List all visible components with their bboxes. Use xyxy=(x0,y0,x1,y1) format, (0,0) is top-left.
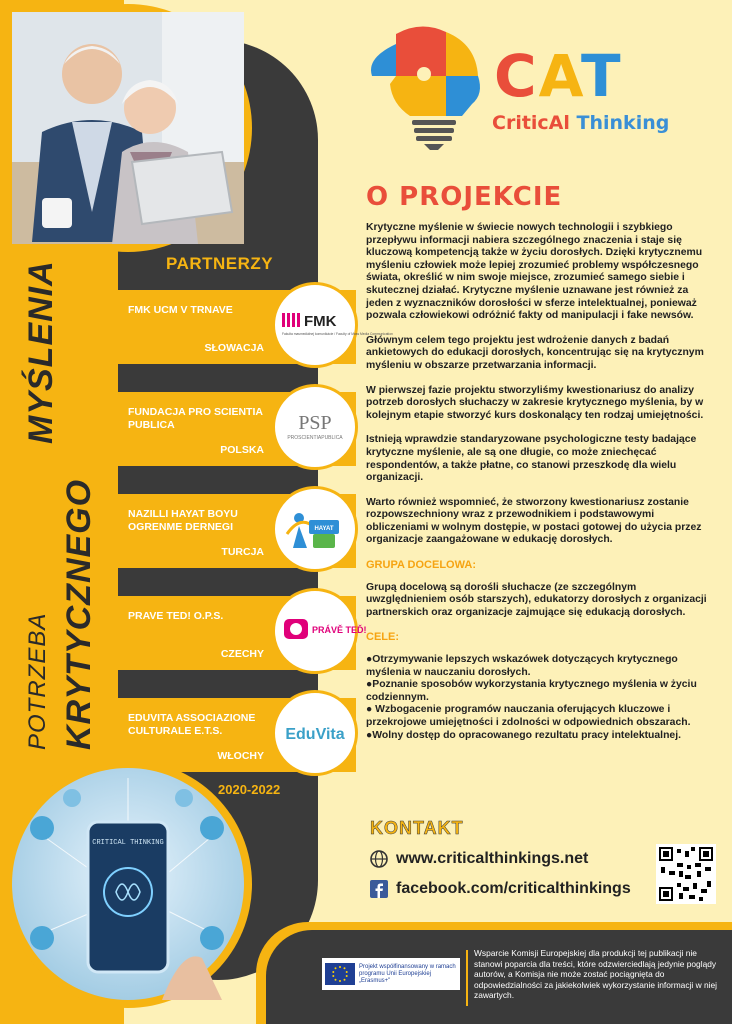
partner-name: FMK UCM V TRNAVE xyxy=(128,304,233,316)
eu-flag-icon xyxy=(325,963,355,985)
cat-subtitle xyxy=(492,112,669,134)
partner-country: SŁOWACJA xyxy=(204,342,264,354)
partner-prave-ted xyxy=(118,596,367,670)
about-paragraph: Istnieją wprawdzie standaryzowane psychologiczne testy badające krytyczne myślenie, ale są one długie, co może zniechęcać respondentów, a także płatne, co stanowi przeszkodę dla wielu organizacji. xyxy=(366,434,697,484)
psp-logo xyxy=(272,384,358,470)
website-row[interactable] xyxy=(370,850,588,868)
nazilli-logo xyxy=(272,486,358,572)
partner-nazilli xyxy=(118,494,356,568)
partner-name: EDUVITA ASSOCIAZIONE CULTURALE E.T.S. xyxy=(128,712,256,737)
target-group-heading: GRUPA DOCELOWA: xyxy=(366,559,476,572)
phone-photo xyxy=(4,760,252,1008)
vertical-title-line3: MYŚLENIA xyxy=(22,260,60,444)
fmk-logo xyxy=(272,282,393,368)
partner-country: POLSKA xyxy=(220,444,264,456)
fmk-logo-mark xyxy=(280,305,393,345)
prave-ted-logo-mark xyxy=(280,611,367,651)
psp-logo-subtext: PROSCIENTIAPUBLICA xyxy=(287,435,343,441)
partner-fmk xyxy=(118,290,393,364)
goal-item: ●Poznanie sposobów wykorzystania krytycznego myślenia w życiu codziennym. xyxy=(366,679,697,703)
cat-wordmark xyxy=(494,42,623,110)
cat-subtitle-part2: Thinking xyxy=(576,112,670,134)
footer-disclaimer: Wsparcie Komisji Europejskiej dla produkcji tej publikacji nie stanowi poparcia dla treści, które odzwierciedlają jedynie poglądy autorów, a Komisja nie może zostać pociągnięta do odpowiedzialności za jakiekolwiek wykorzystanie informacji w niej zawartych. xyxy=(474,948,717,1001)
nazilli-logo-mark xyxy=(285,504,345,554)
qr-code-mark xyxy=(659,847,713,901)
goals-heading: CELE: xyxy=(366,631,399,644)
partner-country: TURCJA xyxy=(221,546,264,558)
prave-ted-logo xyxy=(272,588,367,674)
phone-screen-text: CRITICAL THINKING xyxy=(92,839,164,847)
goal-item: ●Otrzymywanie lepszych wskazówek dotyczących krytycznego myślenia w nauczaniu dorosłych. xyxy=(366,654,678,678)
about-paragraph: Warto również wspomnieć, że stworzony kwestionariusz zostanie rozpowszechniony wraz z przewodnikiem i podstawowymi obliczeniami w wolnym dostępie, w postaci gotowej do użycia przez organizacje zaangażowane w edukację dorosłych. xyxy=(366,496,702,546)
vertical-title-line2: KRYTYCZNEGO xyxy=(60,478,98,750)
facebook-icon xyxy=(370,880,388,898)
eduvita-logo-mark xyxy=(278,718,352,748)
phone-illustration xyxy=(12,768,244,1000)
puzzle-head-icon xyxy=(366,24,492,154)
facebook-row[interactable] xyxy=(370,880,631,898)
qr-code xyxy=(656,844,716,904)
partner-name: FUNDACJA PRO SCIENTIA PUBLICA xyxy=(128,406,263,431)
partner-psp xyxy=(118,392,356,466)
partner-country: CZECHY xyxy=(220,648,264,660)
partners-heading: PARTNERZY xyxy=(166,254,274,273)
fmk-logo-text: FMK xyxy=(304,313,337,330)
partner-eduvita xyxy=(118,698,356,772)
about-title: O PROJEKCIE xyxy=(366,182,563,212)
psp-logo-text: PSP xyxy=(298,412,332,434)
cat-letter-t: T xyxy=(580,42,623,110)
goal-item: ●Wolny dostęp do opracowanego rezultatu pracy intelektualnej. xyxy=(366,729,681,741)
partner-name: PRAVE TED! O.P.S. xyxy=(128,610,224,622)
about-paragraph: Głównym celem tego projektu jest wdrożenie danych z badań ankietowych do edukacji dorosłych, koncentrując się na krytycznym myśleniu w obszarze przetwarzania informacji. xyxy=(366,334,704,371)
footer-divider xyxy=(466,950,468,1006)
seniors-illustration xyxy=(12,12,244,244)
globe-icon xyxy=(370,850,388,868)
about-paragraph: Krytyczne myślenie w świecie nowych technologii i szybkiego przepływu informacji nabiera szczególnego znaczenia i staje się kluczową kompetencją także w życiu dorosłych. Dzięki krytycznemu myśleniu człowiek może lepiej zrozumieć problemy współczesnego świata, określić w nim swoje miejsce, zrozumieć samego siebie i skutecznej działać. Krytyczne myślenie uznawane jest również za jeden z wyznaczników dorosłości w sferze intelektualnej, ponieważ pozwala człowiekowi odróżnić fakty od manipulacji i fake newsów. xyxy=(366,222,703,322)
about-paragraph: W pierwszej fazie projektu stworzyliśmy kwestionariusz do analizy potrzeb dorosłych słuchaczy w zakresie krytycznego myślenia, by w kolejnym etapie stworzyć kurs doskonalący ten rodzaj umiejętności. xyxy=(366,384,704,421)
vertical-title xyxy=(2,220,120,780)
psp-logo-mark xyxy=(280,405,350,449)
contact-heading: KONTAKT xyxy=(370,818,464,838)
erasmus-badge xyxy=(322,958,460,990)
seniors-photo xyxy=(4,4,252,252)
cat-subtitle-part1: CriticAl xyxy=(492,112,570,134)
erasmus-text: Projekt współfinansowany w ramach programu Unii Europejskiej „Erasmus+" xyxy=(359,963,456,984)
facebook-link[interactable]: facebook.com/criticalthinkings xyxy=(396,880,631,897)
project-years: 2020-2022 xyxy=(218,782,281,797)
partner-country: WŁOCHY xyxy=(217,750,264,762)
cat-logo xyxy=(366,24,696,154)
website-link[interactable]: www.criticalthinkings.net xyxy=(396,850,589,867)
eduvita-logo-text: EduVita xyxy=(285,726,345,743)
vertical-title-line1: POTRZEBA xyxy=(24,612,51,750)
cat-letter-c: C xyxy=(494,42,539,110)
nazilli-logo-text: HAYAT xyxy=(314,526,334,532)
target-group-text: Grupą docelową są dorośli słuchacze (ze szczególnym uwzględnieniem osób starszych), edukatorzy dorosłych z organizacji partnerskich oraz organizacje zajmujące się edukacją dorosłych. xyxy=(366,581,707,618)
fmk-logo-subtext: Fakulta masmediálnej komunikácie / Faculty of Mass Media Communication xyxy=(282,332,393,336)
about-body xyxy=(366,222,714,742)
goals-list xyxy=(366,654,714,742)
cat-letter-a: A xyxy=(538,42,581,110)
eduvita-logo xyxy=(272,690,358,776)
goal-item: ● Wzbogacenie programów nauczania oferujących kluczowe i przekrojowe umiejętności i zdolności w odpowiednich obszarach. xyxy=(366,704,691,728)
prave-ted-logo-text: PRÁVĚ TEĎ! xyxy=(312,625,367,635)
partner-name: NAZILLI HAYAT BOYU OGRENME DERNEGI xyxy=(128,508,238,533)
